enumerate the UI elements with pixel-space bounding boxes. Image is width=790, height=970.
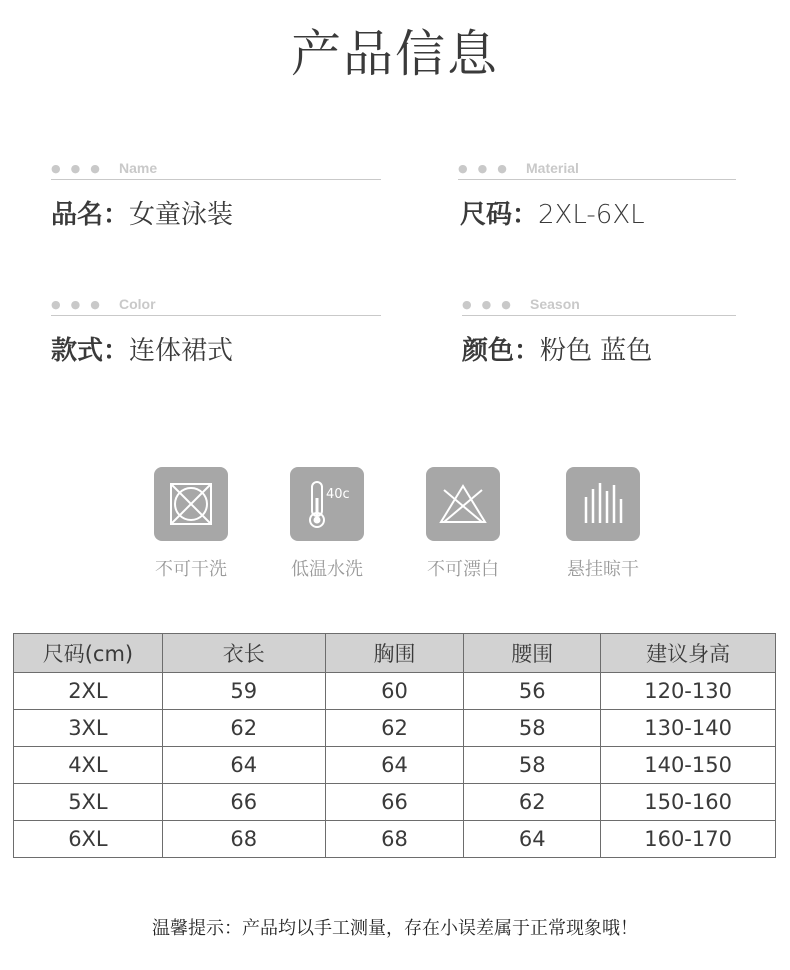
table-cell: 62: [162, 710, 325, 747]
header-label: Color: [119, 296, 156, 312]
field-key: 颜色：: [462, 336, 541, 366]
field-size: [460, 194, 645, 231]
info-season: [462, 296, 736, 396]
table-row: [14, 747, 776, 784]
column-header: 建议身高: [601, 634, 776, 673]
section-header: [462, 296, 736, 316]
field-value: 连体裙式: [129, 336, 234, 366]
table-cell: 6XL: [14, 821, 163, 858]
care-low-temp-wash: [262, 467, 392, 581]
column-header: 胸围: [325, 634, 464, 673]
field-style: [51, 330, 233, 367]
field-colors: [462, 330, 652, 367]
table-row: [14, 784, 776, 821]
temperature-text: 40c: [326, 487, 350, 502]
table-row: [14, 710, 776, 747]
table-cell: 2XL: [14, 673, 163, 710]
dots-decoration: ●●●: [458, 162, 517, 175]
table-cell: 64: [162, 747, 325, 784]
info-material: [458, 160, 736, 260]
table-header-row: [14, 634, 776, 673]
dots-decoration: ●●●: [51, 162, 110, 175]
table-cell: 68: [325, 821, 464, 858]
table-cell: 60: [325, 673, 464, 710]
field-key: 款式：: [51, 336, 130, 366]
page-title: 产品信息: [291, 25, 499, 83]
size-table: [13, 633, 776, 858]
table-cell: 58: [464, 710, 601, 747]
care-no-bleach: [398, 467, 528, 581]
care-no-dry-clean: [126, 467, 256, 581]
table-cell: 64: [325, 747, 464, 784]
field-key: 尺码：: [460, 200, 539, 230]
table-row: [14, 673, 776, 710]
table-cell: 68: [162, 821, 325, 858]
care-label: 不可漂白: [427, 559, 499, 580]
table-cell: 59: [162, 673, 325, 710]
dots-decoration: ●●●: [51, 298, 110, 311]
table-cell: 66: [162, 784, 325, 821]
field-value: 2XL-6XL: [538, 200, 645, 230]
table-cell: 62: [325, 710, 464, 747]
care-label: 悬挂晾干: [567, 559, 639, 580]
table-cell: 62: [464, 784, 601, 821]
column-header: 腰围: [464, 634, 601, 673]
column-header: 尺码(cm): [14, 634, 163, 673]
care-hang-dry: [538, 467, 668, 581]
table-cell: 4XL: [14, 747, 163, 784]
field-value: 女童泳装: [129, 200, 234, 230]
table-cell: 64: [464, 821, 601, 858]
table-cell: 150-160: [601, 784, 776, 821]
table-cell: 56: [464, 673, 601, 710]
care-label: 不可干洗: [155, 559, 227, 580]
table-cell: 58: [464, 747, 601, 784]
low-temp-wash-icon: [290, 467, 364, 541]
table-cell: 5XL: [14, 784, 163, 821]
field-product-name: [51, 194, 233, 231]
info-color: [51, 296, 381, 396]
header-label: Season: [530, 296, 580, 312]
care-label: 低温水洗: [291, 559, 363, 580]
measurement-notice: 温馨提示：产品均以手工测量，存在小误差属于正常现象哦！: [152, 918, 638, 939]
field-value: 粉色 蓝色: [540, 336, 653, 366]
no-dry-clean-icon: [154, 467, 228, 541]
table-row: [14, 821, 776, 858]
table-cell: 66: [325, 784, 464, 821]
table-cell: 3XL: [14, 710, 163, 747]
table-cell: 130-140: [601, 710, 776, 747]
section-header: [458, 160, 736, 180]
hang-dry-icon: [566, 467, 640, 541]
header-label: Name: [119, 160, 158, 176]
info-name: [51, 160, 381, 260]
table-cell: 160-170: [601, 821, 776, 858]
section-header: [51, 296, 381, 316]
column-header: 衣长: [162, 634, 325, 673]
field-key: 品名：: [51, 200, 130, 230]
section-header: [51, 160, 381, 180]
table-cell: 120-130: [601, 673, 776, 710]
dots-decoration: ●●●: [462, 298, 521, 311]
no-bleach-icon: [426, 467, 500, 541]
header-label: Material: [526, 160, 579, 176]
table-cell: 140-150: [601, 747, 776, 784]
